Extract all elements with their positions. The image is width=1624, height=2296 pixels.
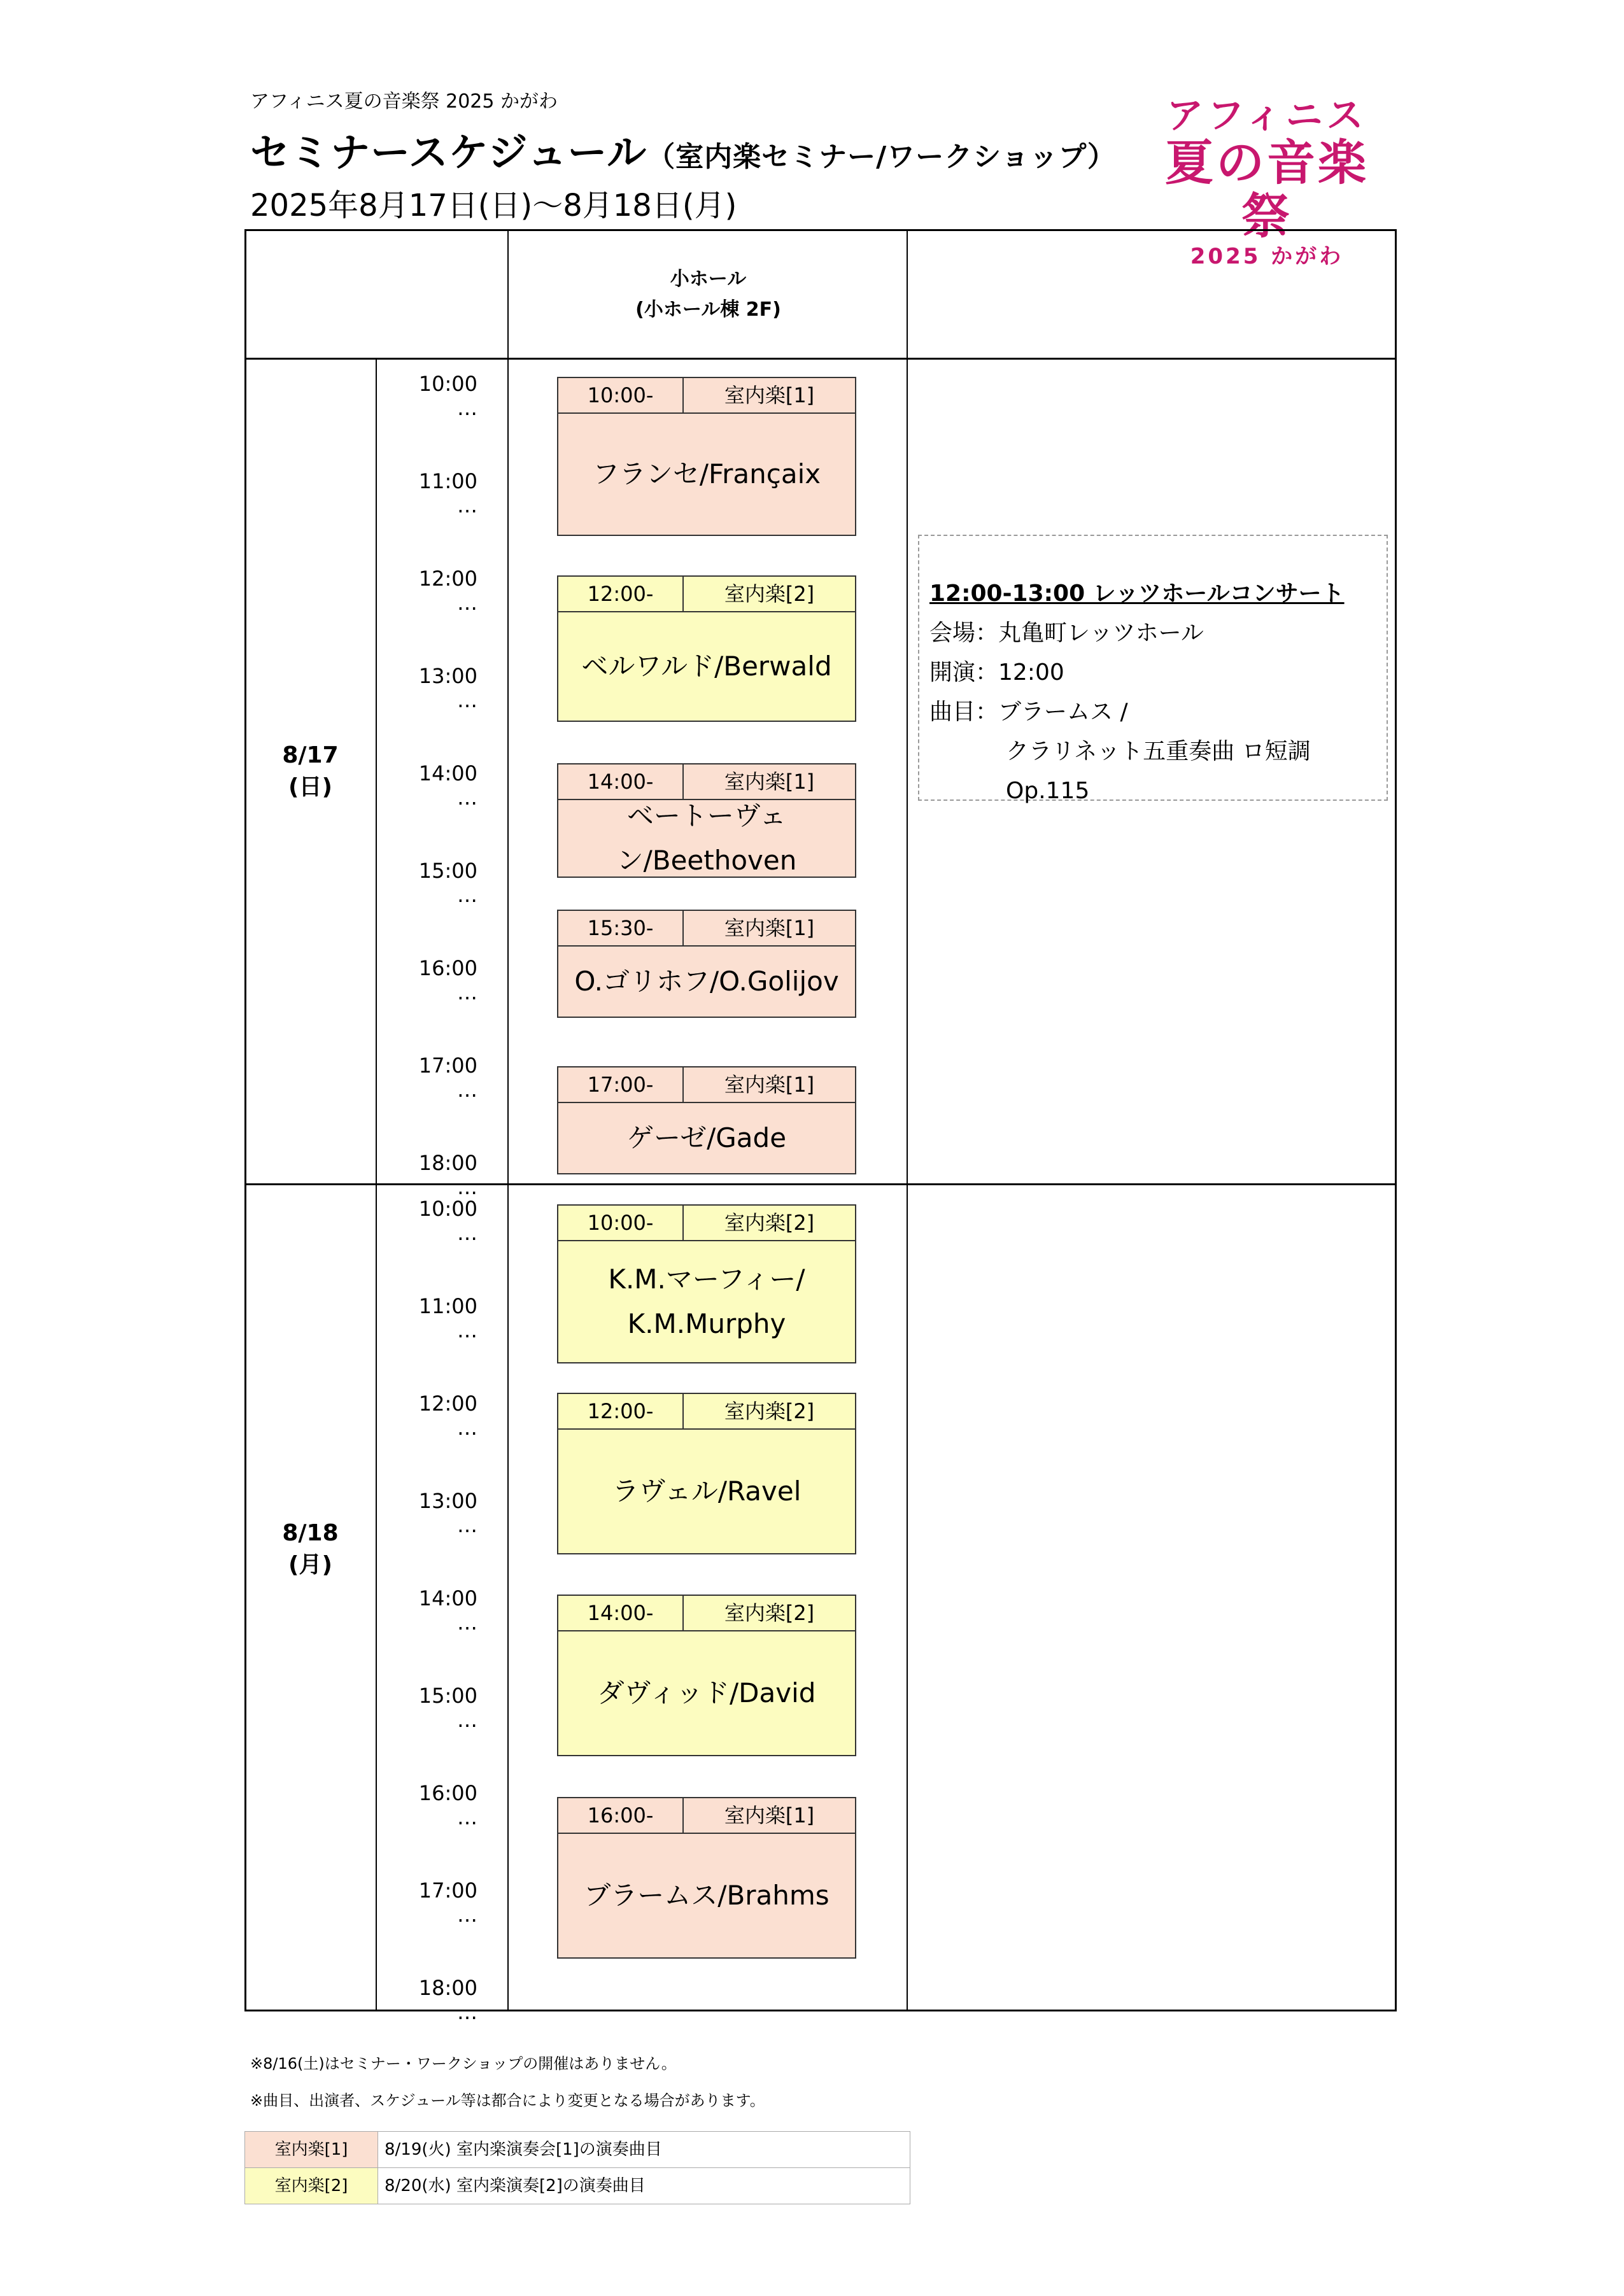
session-title (558, 1241, 855, 1362)
note: ※曲目、出演者、スケジュール等は都合により変更となる場合があります。 (250, 2092, 765, 2109)
hall-column-divider (907, 229, 908, 2011)
logo-line2: 夏の音楽祭 (1165, 134, 1369, 244)
note: ※8/16(土)はセミナー・ワークショップの開催はありません。 (250, 2055, 677, 2073)
time-label: 12:00 … (418, 567, 477, 615)
session-title: ゲーゼ/Gade (626, 1122, 787, 1153)
concert-info (918, 535, 1388, 804)
session-time: 12:00- (558, 577, 684, 611)
session-kind: 室内楽[1] (724, 770, 815, 794)
time-label: 11:00 … (418, 1294, 477, 1342)
hall-name: 小ホール (670, 268, 747, 290)
session-title: ダヴィッド/David (597, 1677, 816, 1708)
legend-row (245, 2132, 910, 2168)
time-column-divider (507, 229, 509, 2011)
session-time: 16:00- (558, 1798, 684, 1833)
session-block[interactable] (557, 1204, 856, 1363)
time-label: 15:00 … (418, 1684, 477, 1732)
session-kind: 室内楽[2] (724, 1399, 815, 1423)
legend-table (244, 2131, 910, 2204)
time-label: 15:00 … (418, 859, 477, 907)
session-time: 14:00- (558, 1596, 684, 1630)
day-weekday: (日) (288, 774, 332, 800)
concert-program-detail: クラリネット五重奏曲 ロ短調 Op.115 (1006, 738, 1311, 804)
legend-row (245, 2168, 910, 2204)
session-block[interactable] (557, 377, 856, 536)
time-label: 17:00 … (418, 1878, 477, 1927)
time-label: 17:00 … (418, 1053, 477, 1102)
day-weekday: (月) (288, 1552, 332, 1578)
day-label-1 (245, 740, 376, 803)
concert-venue: 会場：丸亀町レッツホール (929, 620, 1204, 646)
session-block[interactable] (557, 910, 856, 1018)
session-title-line1: K.M.マーフィー/ (608, 1264, 805, 1295)
session-block[interactable] (557, 1595, 856, 1756)
legend-desc: 8/20(水) 室内楽演奏[2]の演奏曲目 (385, 2176, 646, 2195)
hall-sub: (小ホール棟 2F) (635, 299, 781, 321)
session-time: 15:30- (558, 911, 684, 945)
session-block[interactable] (557, 1066, 856, 1174)
legend-desc: 8/19(火) 室内楽演奏会[1]の演奏曲目 (385, 2140, 662, 2159)
session-kind: 室内楽[2] (724, 1601, 815, 1625)
session-time: 12:00- (558, 1394, 684, 1428)
festival-subtitle: アフィニス夏の音楽祭 2025 かがわ (250, 90, 558, 113)
session-title-line2: K.M.Murphy (627, 1308, 786, 1339)
session-kind: 室内楽[1] (724, 1073, 815, 1097)
header-row-divider (244, 358, 1397, 360)
time-label: 18:00 … (418, 1976, 477, 2024)
date-range: 2025年8月17日(日)～8月18日(月) (250, 188, 737, 223)
session-title: ラヴェル/Ravel (612, 1475, 801, 1507)
session-kind: 室内楽[2] (724, 1211, 815, 1235)
session-time: 14:00- (558, 764, 684, 799)
time-label: 11:00 … (418, 469, 477, 518)
logo-line3: 2025 かがわ (1190, 244, 1344, 269)
session-title: O.ゴリホフ/O.Golijov (574, 966, 839, 997)
session-time: 17:00- (558, 1067, 684, 1102)
session-title: ベートーヴェン/Beethoven (616, 800, 797, 876)
title-paren: （室内楽セミナー/ワークショップ） (647, 141, 1116, 173)
concert-program: 曲目：ブラームス / (929, 699, 1128, 725)
session-block[interactable] (557, 575, 856, 722)
session-title: ベルワルド/Berwald (581, 651, 832, 682)
time-label: 14:00 … (418, 1586, 477, 1635)
time-label: 13:00 … (418, 664, 477, 712)
page-title (250, 121, 1116, 178)
legend-key: 室内楽[2] (245, 2168, 378, 2204)
session-block[interactable] (557, 1797, 856, 1959)
time-label: 18:00 … (418, 1151, 477, 1199)
session-kind: 室内楽[2] (724, 582, 815, 606)
hall-header (509, 264, 907, 325)
time-label: 10:00 … (418, 1197, 477, 1245)
session-title: フランセ/Françaix (592, 458, 821, 489)
title-main: セミナースケジュール (250, 129, 647, 176)
time-label: 16:00 … (418, 1781, 477, 1829)
time-label: 12:00 … (418, 1391, 477, 1440)
time-label: 14:00 … (418, 761, 477, 810)
session-time: 10:00- (558, 1206, 684, 1240)
legend-key: 室内楽[1] (245, 2132, 378, 2167)
logo-line1: アフィニス (1166, 94, 1367, 137)
session-block[interactable] (557, 1393, 856, 1554)
day-label-2 (245, 1518, 376, 1581)
concert-start: 開演：12:00 (929, 659, 1064, 686)
session-kind: 室内楽[1] (724, 1803, 815, 1828)
session-title: ブラームス/Brahms (584, 1880, 830, 1911)
day-date: 8/17 (282, 742, 339, 768)
time-label: 10:00 … (418, 372, 477, 420)
session-time: 10:00- (558, 378, 684, 412)
concert-heading: 12:00-13:00 レッツホールコンサート (929, 581, 1345, 607)
session-kind: 室内楽[1] (724, 916, 815, 940)
session-kind: 室内楽[1] (724, 383, 815, 407)
time-label: 13:00 … (418, 1489, 477, 1537)
time-label: 16:00 … (418, 956, 477, 1004)
day-date: 8/18 (282, 1520, 339, 1546)
session-block[interactable] (557, 763, 856, 878)
